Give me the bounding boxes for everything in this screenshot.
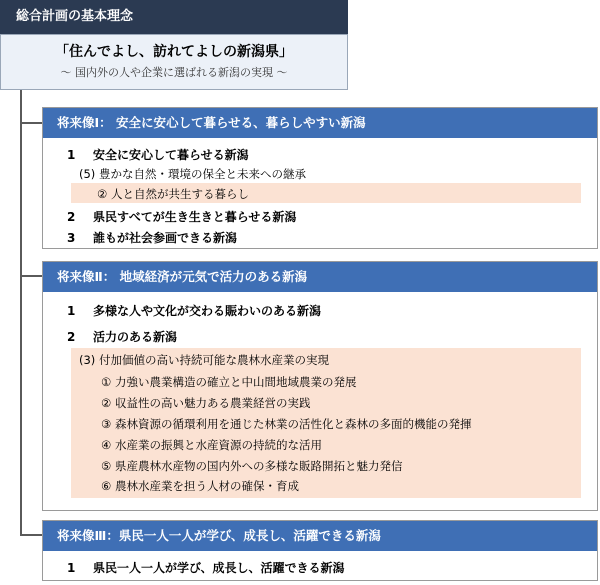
vision-2-highlight-item-5: ⑤ 県産農林水産物の国内外への多様な販路開拓と魅力発信 [101, 459, 403, 473]
vision-1-highlight-item-1: ② 人と自然が共生する暮らし [97, 187, 249, 201]
vision-2-item-1: 1 多様な人や文化が交わる賑わいのある新潟 [67, 304, 322, 318]
vision-3-item-1: 1 県民一人一人が学び、成長し、活躍できる新潟 [67, 561, 345, 575]
vision-2-title: 将来像Ⅱ： 地域経済が元気で活力のある新潟 [43, 262, 597, 292]
vision-2-card [42, 261, 598, 511]
tree-connector-3 [20, 534, 42, 536]
tree-connector-2 [20, 275, 42, 277]
vision-2-subheading: (3) 付加価値の高い持続可能な農林水産業の実現 [79, 353, 329, 367]
motto-sub: ～ 国内外の人や企業に選ばれる新潟の実現 ～ [60, 66, 288, 79]
vision-1-item-3: 3 誰もが社会参画できる新潟 [67, 231, 238, 245]
tree-connector-1 [20, 122, 42, 124]
vision-2-highlight-item-4: ④ 水産業の振興と水産資源の持続的な活用 [101, 438, 322, 452]
vision-2-highlight-item-2: ② 収益性の高い魅力ある農業経営の実践 [101, 396, 311, 410]
vision-2-item-2: 2 活力のある新潟 [67, 330, 178, 344]
vision-2-highlight-item-6: ⑥ 農林水産業を担う人材の確保・育成 [101, 479, 299, 493]
motto-main: 「住んでよし、訪れてよしの新潟県」 [55, 44, 293, 60]
vision-1-subheading: (5) 豊かな自然・環境の保全と未来への継承 [79, 167, 306, 181]
tree-connector-vertical [20, 90, 22, 536]
vision-2-highlight-item-3: ③ 森林資源の循環利用を通じた林業の活性化と森林の多面的機能の発揮 [101, 417, 472, 431]
vision-3-card [42, 520, 598, 581]
motto-box [0, 34, 348, 90]
vision-1-item-1: 1 安全に安心して暮らせる新潟 [67, 148, 249, 162]
vision-1-item-2: 2 県民すべてが生き生きと暮らせる新潟 [67, 210, 297, 224]
vision-2-highlight-item-1: ① 力強い農業構造の確立と中山間地域農業の発展 [101, 375, 357, 389]
philosophy-tab: 総合計画の基本理念 [0, 0, 348, 34]
vision-3-title: 将来像Ⅲ：県民一人一人が学び、成長し、活躍できる新潟 [43, 521, 597, 551]
vision-1-title: 将来像Ⅰ： 安全に安心して暮らせる、暮らしやすい新潟 [43, 108, 597, 138]
vision-1-card [42, 107, 598, 249]
